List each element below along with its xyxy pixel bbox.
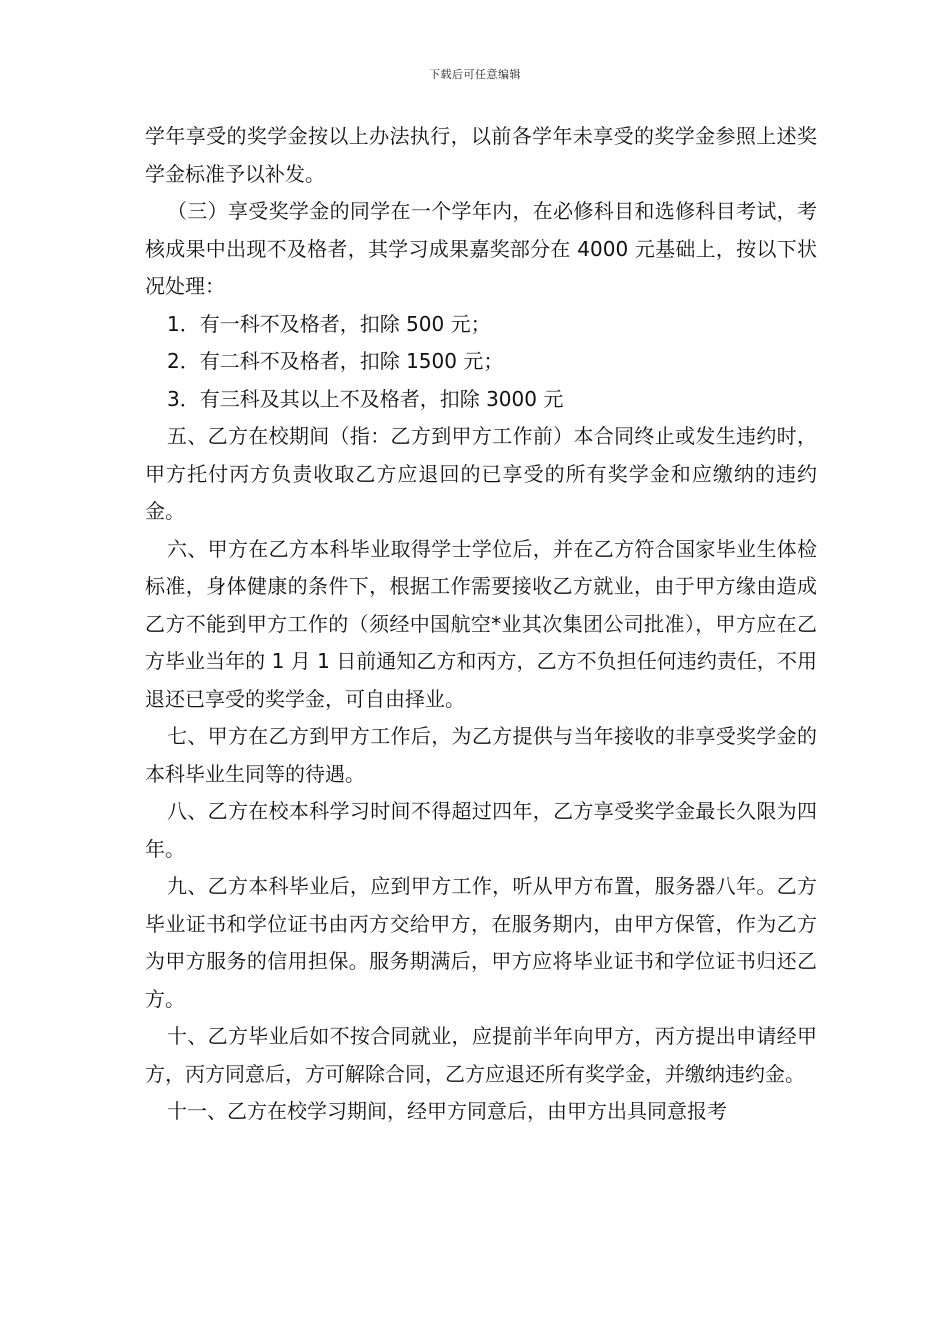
paragraph-article-6: 六、甲方在乙方本科毕业取得学士学位后，并在乙方符合国家毕业生体检标准，身体健康的条件下，根据工作需要接收乙方就业，由于甲方缘由造成乙方不能到甲方工作的（须经中国航空*业其次集团公司批准），甲方应在乙方毕业当年的 1 月 1 日前通知乙方和丙方，乙方不负担任何违约责任，不用退还已享受的奖学金，可自由择业。 (145, 536, 817, 711)
paragraph-article-8: 八、乙方在校本科学习时间不得超过四年，乙方享受奖学金最长久限为四年。 (145, 799, 817, 861)
paragraph-article-10: 十、乙方毕业后如不按合同就业，应提前半年向甲方，丙方提出申请经甲方，丙方同意后，方可解除合同，乙方应退还所有奖学金，并缴纳违约金。 (145, 1024, 817, 1086)
paragraph-article-11: 十一、乙方在校学习期间，经甲方同意后，由甲方出具同意报考 (167, 1099, 727, 1123)
list-item-1: 1．有一科不及格者，扣除 500 元； (167, 311, 491, 336)
paragraph-continued: 学年享受的奖学金按以上办法执行，以前各学年未享受的奖学金参照上述奖学金标准予以补发。 (145, 124, 817, 186)
document-body (145, 118, 817, 1131)
list-item-3: 3．有三科及其以上不及格者，扣除 3000 元 (167, 386, 564, 411)
paragraph-article-5: 五、乙方在校期间（指：乙方到甲方工作前）本合同终止或发生违约时，甲方托付丙方负责收取乙方应退回的已享受的所有奖学金和应缴纳的违约金。 (145, 424, 817, 523)
paragraph-clause-3: （三）享受奖学金的同学在一个学年内，在必修科目和选修科目考试，考核成果中出现不及格者，其学习成果嘉奖部分在 4000 元基础上，按以下状况处理： (145, 199, 817, 298)
paragraph-article-9: 九、乙方本科毕业后，应到甲方工作，听从甲方布置，服务器八年。乙方毕业证书和学位证书由丙方交给甲方，在服务期内，由甲方保管，作为乙方为甲方服务的信用担保。服务期满后，甲方应将毕业证书和学位证书归还乙方。 (145, 874, 817, 1011)
header-note: 下载后可任意编辑 (429, 68, 521, 81)
paragraph-article-7: 七、甲方在乙方到甲方工作后，为乙方提供与当年接收的非享受奖学金的本科毕业生同等的待遇。 (145, 724, 817, 786)
list-item-2: 2．有二科不及格者，扣除 1500 元； (167, 349, 504, 373)
